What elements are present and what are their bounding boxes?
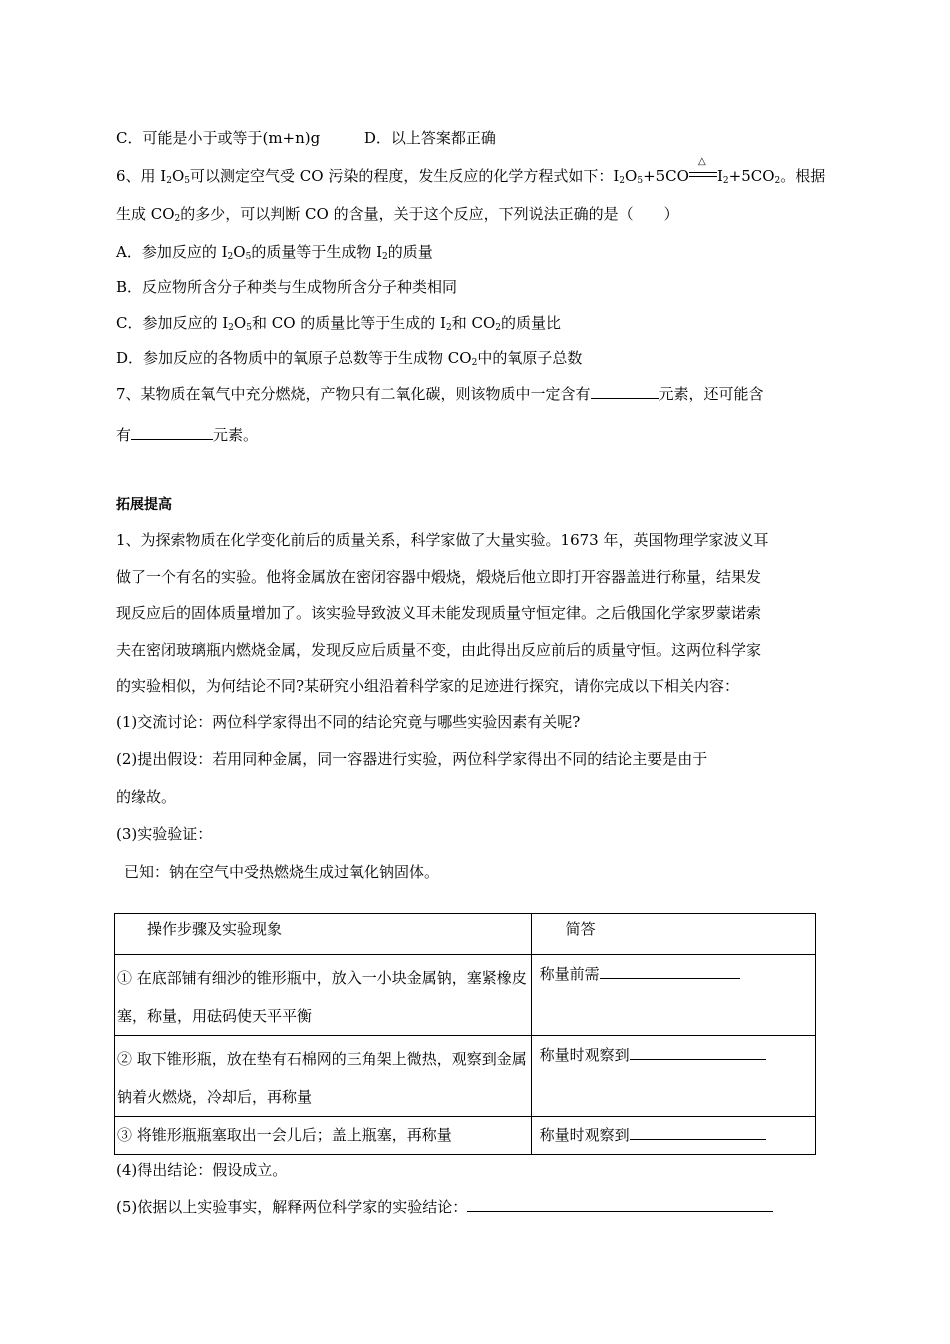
ext-paragraph-line-2: 做了一个有名的实验。他将金属放在密闭容器中煅烧，煅烧后他立即打开容器盖进行称量，结果发 [116,568,762,586]
table-header-right: 简答 [531,914,815,955]
known-fact: 已知：钠在空气中受热燃烧生成过氧化钠固体。 [124,863,440,881]
q6-line-1: 6、用 $I_2O_5$可以测定空气受 CO 污染的程度，发生反应的化学方程式如下：$I_2O_5+5CO$ △ $I_2+5CO_2$。根据 [116,156,826,186]
answer-blank-1[interactable] [600,964,740,979]
table-step-cell: ② 取下锥形瓶，放在垫有石棉网的三角架上微热，观察到金属钠着火燃烧，冷却后，再称量 [115,1036,532,1117]
q6-option-b: B．反应物所含分子种类与生成物所含分子种类相同 [116,278,458,296]
q6-option-a: A．参加反应的 $I_2O_5$的质量等于生成物 $I_2$的质量 [116,243,433,262]
table-step-cell: ③ 将锥形瓶瓶塞取出一会儿后；盖上瓶塞，再称量 [115,1117,532,1155]
step-2-line-1: (2)提出假设：若用同种金属，同一容器进行实验，两位科学家得出不同的结论主要是由于 [116,750,708,768]
answer-blank-3[interactable] [630,1125,766,1140]
q6-option-d: D．参加反应的各物质中的氧原子总数等于生成物 $CO_2$中的氧原子总数 [116,349,583,368]
table-answer-cell: 称量前需 [531,955,815,1036]
section-heading: 拓展提高 [116,497,172,513]
ext-paragraph-line-3: 现反应后的固体质量增加了。该实验导致波义耳未能发现质量守恒定律。之后俄国化学家罗蒙诺索 [116,604,762,622]
ext-paragraph-line-5: 的实验相似，为何结论不同?某研究小组沿着科学家的足迹进行探究，请你完成以下相关内容： [116,677,740,695]
q6-line-2: 生成 $CO_2$的多少，可以判断 CO 的含量，关于这个反应，下列说法正确的是（ ） [116,205,679,224]
step-1: (1)交流讨论：两位科学家得出不同的结论究竟与哪些实验因素有关呢? [116,713,581,731]
q7-blank-2[interactable] [131,425,213,440]
step-5: (5)依据以上实验事实，解释两位科学家的实验结论： [116,1197,773,1217]
q7-blank-1[interactable] [591,384,659,399]
q7-line-2: 有 元素。 [116,426,259,444]
q5-option-d: D．以上答案都正确 [363,129,496,147]
q7-line-1: 7、某物质在氧气中充分燃烧，产物只有二氧化碳，则该物质中一定含有 元素，还可能含 [116,385,764,403]
q6-option-c: C．参加反应的 $I_2O_5$和 CO 的质量比等于生成的 $I_2$和 $CO_2$的质量比 [116,314,561,333]
answer-blank-2[interactable] [630,1045,766,1060]
conclusion-blank[interactable] [467,1197,773,1212]
heat-equals-sign-icon: △ [689,167,717,183]
table-step-cell: ① 在底部铺有细沙的锥形瓶中，放入一小块金属钠，塞紧橡皮塞，称量，用砝码使天平平衡 [115,955,532,1036]
table-row [115,955,816,1036]
q5-option-c: C．可能是小于或等于(m+n)g [116,129,321,147]
ext-paragraph-line-4: 夫在密闭玻璃瓶内燃烧金属，发现反应后质量不变，由此得出反应前后的质量守恒。这两位科学家 [116,641,762,659]
step-4: (4)得出结论：假设成立。 [116,1161,288,1179]
table-header-left: 操作步骤及实验现象 [115,914,532,955]
q5-options [116,128,496,148]
table-answer-cell: 称量时观察到 [531,1117,815,1155]
experiment-table [114,913,816,1155]
step-3: (3)实验验证： [116,825,213,843]
table-row [115,1036,816,1117]
ext-paragraph-line-1: 1、为探索物质在化学变化前后的质量关系，科学家做了大量实验。1673 年，英国物理学家波义耳 [116,531,769,549]
table-row [115,1117,816,1155]
step-2-line-2: 的缘故。 [116,788,177,806]
table-answer-cell: 称量时观察到 [531,1036,815,1117]
